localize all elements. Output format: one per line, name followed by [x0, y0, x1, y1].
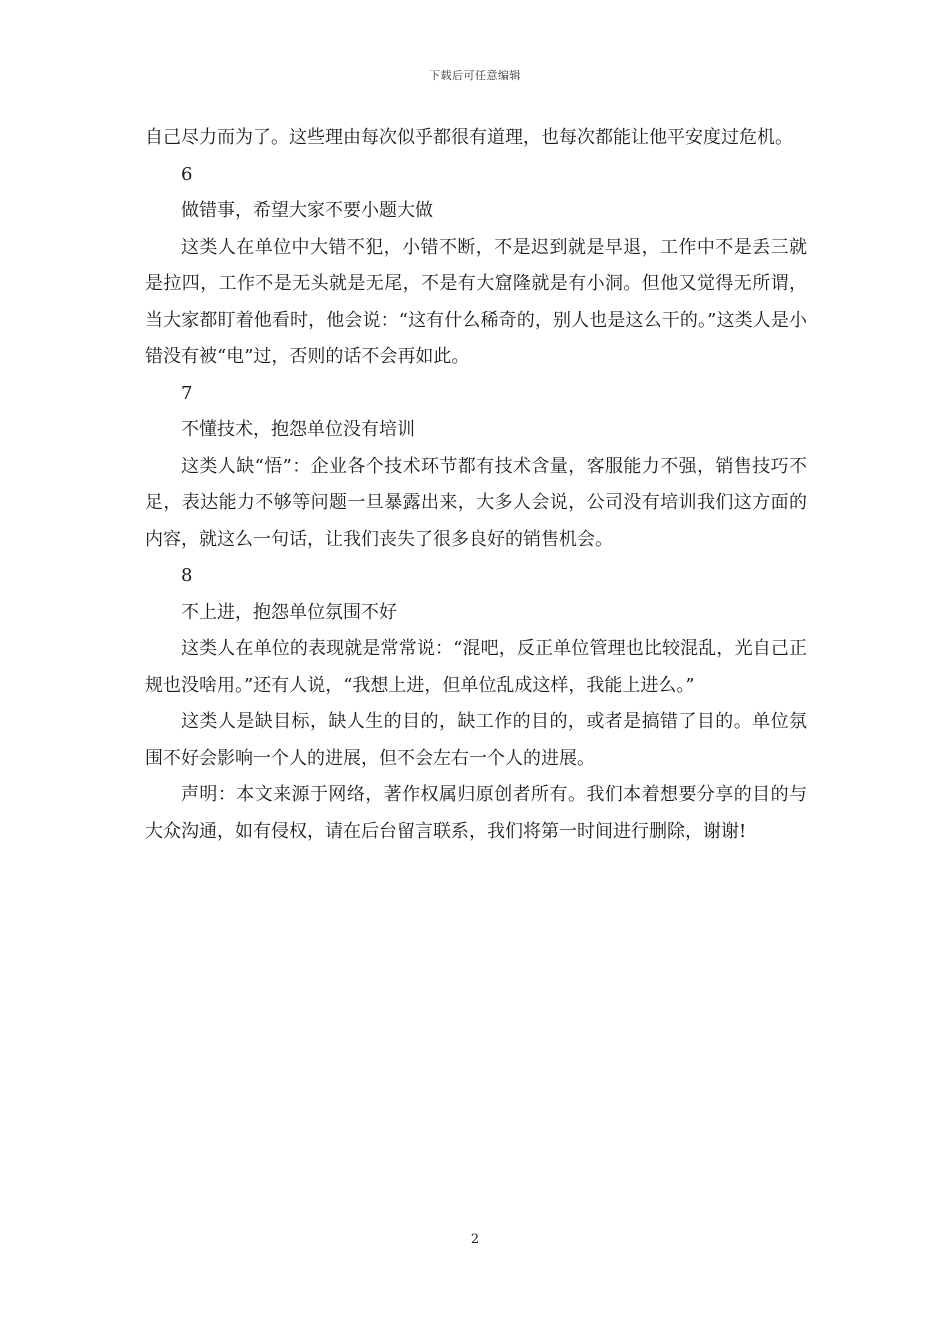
paragraph-continuation: 自己尽力而为了。这些理由每次似乎都很有道理，也每次都能让他平安度过危机。: [145, 127, 793, 148]
section-number-6: 6: [181, 163, 193, 185]
section-body-8b: 这类人是缺目标，缺人生的目的，缺工作的目的，或者是搞错了目的。单位氛围不好会影响一个人的进展，但不会左右一个人的进展。: [145, 711, 807, 769]
page-number: 2: [470, 1232, 480, 1247]
section-body-8a: 这类人在单位的表现就是常常说：“混吧，反正单位管理也比较混乱，光自己正规也没啥用。”还有人说，“我想上进，但单位乱成这样，我能上进么。”: [145, 638, 807, 696]
section-body-7: 这类人缺“悟”：企业各个技术环节都有技术含量，客服能力不强，销售技巧不足，表达能力不够等问题一旦暴露出来，大多人会说，公司没有培训我们这方面的内容，就这么一句话，让我们丧失了很多良好的销售机会。: [145, 455, 807, 550]
section-heading-7: 不懂技术，抱怨单位没有培训: [181, 419, 415, 440]
section-heading-8: 不上进，抱怨单位氛围不好: [181, 601, 397, 623]
section-heading-6: 做错事，希望大家不要小题大做: [181, 200, 433, 221]
section-number-8: 8: [181, 565, 193, 586]
section-body-6: 这类人在单位中大错不犯，小错不断，不是迟到就是早退，工作中不是丢三就是拉四，工作不是无头就是无尾，不是有大窟隆就是有小洞。但他又觉得无所谓，当大家都盯着他看时，他会说：“这有什么稀奇的，别人也是这么干的。”这类人是小错没有被“电”过，否则的话不会再如此。: [145, 236, 807, 367]
page-header: 下载后可任意编辑: [429, 69, 521, 82]
disclaimer-paragraph: 声明：本文来源于网络，著作权属归原创者所有。我们本着想要分享的目的与大众沟通，如有侵权，请在后台留言联系，我们将第一时间进行删除，谢谢!: [145, 784, 807, 842]
section-number-7: 7: [181, 382, 193, 404]
document-body: [145, 120, 807, 850]
